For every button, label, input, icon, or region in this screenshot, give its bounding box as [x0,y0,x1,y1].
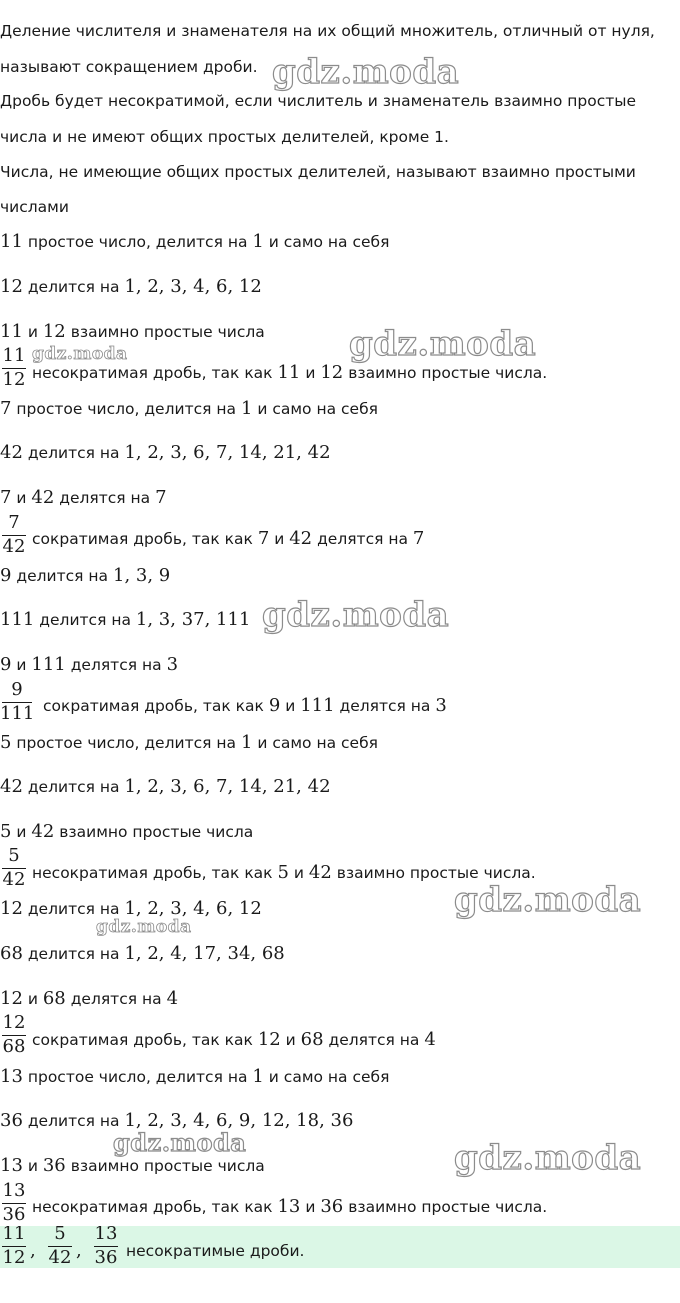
watermark: gdz.moda [262,595,450,635]
divisors-line: 68 делится на 1, 2, 4, 17, 34, 68 [0,943,285,964]
statement-line: 11 простое число, делится на 1 и само на себя [0,231,390,252]
theory-line-2: называют сокращением дроби. [0,58,258,76]
theory-line-5: Числа, не имеющие общих простых делителей, называют взаимно простыми [0,163,636,181]
relation-line: 5 и 42 взаимно простые числа [0,821,254,842]
watermark: gdz.moda [272,52,460,92]
conclusion-line: сократимая дробь, так как 7 и 42 делятся на 7 [32,528,425,549]
conclusion-line: несократимая дробь, так как 5 и 42 взаимно простые числа. [32,862,536,883]
statement-line: 5 простое число, делится на 1 и само на себя [0,732,378,753]
relation-line: 9 и 111 делятся на 3 [0,654,179,675]
relation-line: 12 и 68 делятся на 4 [0,988,179,1009]
theory-line-6: числами [0,198,69,216]
relation-line: 11 и 12 взаимно простые числа [0,321,265,342]
divisors-line: 12 делится на 1, 2, 3, 4, 6, 12 [0,276,262,297]
answer-text: несократимые дроби. [126,1242,305,1260]
separator: , [76,1240,82,1261]
answer-fraction-2: 5 42 [48,1226,72,1268]
fraction: 5 42 [2,846,26,890]
conclusion-line: сократимая дробь, так как 12 и 68 делятся на 4 [32,1029,436,1050]
separator: , [30,1240,36,1261]
theory-line-3: Дробь будет несократимой, если числитель и знаменатель взаимно простые [0,92,637,110]
divisors-line: 12 делится на 1, 2, 3, 4, 6, 12 [0,898,262,919]
conclusion-line: несократимая дробь, так как 13 и 36 взаимно простые числа. [32,1196,548,1217]
answer-box [0,1226,680,1268]
theory-line-1: Деление числителя и знаменателя на их общий множитель, отличный от нуля, [0,22,655,40]
divisors-line: 42 делится на 1, 2, 3, 6, 7, 14, 21, 42 [0,442,331,463]
divisors-line: 111 делится на 1, 3, 37, 111 [0,609,251,630]
fraction: 9 111 [0,680,34,724]
fraction: 12 68 [2,1013,26,1057]
theory-line-4: числа и не имеют общих простых делителей, кроме 1. [0,128,449,146]
statement-line: 13 простое число, делится на 1 и само на себя [0,1066,390,1087]
fraction: 7 42 [2,513,26,557]
relation-line: 7 и 42 делятся на 7 [0,487,167,508]
watermark: gdz.moda [454,1138,642,1178]
answer-fraction-3: 13 36 [94,1226,118,1268]
divisors-line: 42 делится на 1, 2, 3, 6, 7, 14, 21, 42 [0,776,331,797]
watermark: gdz.moda [349,324,537,364]
answer-fraction-1: 11 12 [2,1226,26,1268]
watermark: gdz.moda [454,880,642,920]
divisors-line: 9 делится на 1, 3, 9 [0,565,171,586]
fraction: 11 12 [2,346,26,390]
fraction: 13 36 [2,1181,26,1225]
statement-line: 7 простое число, делится на 1 и само на себя [0,398,378,419]
relation-line: 13 и 36 взаимно простые числа [0,1155,265,1176]
divisors-line: 36 делится на 1, 2, 3, 4, 6, 9, 12, 18, 36 [0,1110,354,1131]
conclusion-line: сократимая дробь, так как 9 и 111 делятся на 3 [43,695,447,716]
watermark: gdz.moda [96,917,192,937]
watermark: gdz.moda [113,1128,247,1157]
watermark: gdz.moda [32,344,128,364]
conclusion-line: несократимая дробь, так как 11 и 12 взаимно простые числа. [32,362,548,383]
